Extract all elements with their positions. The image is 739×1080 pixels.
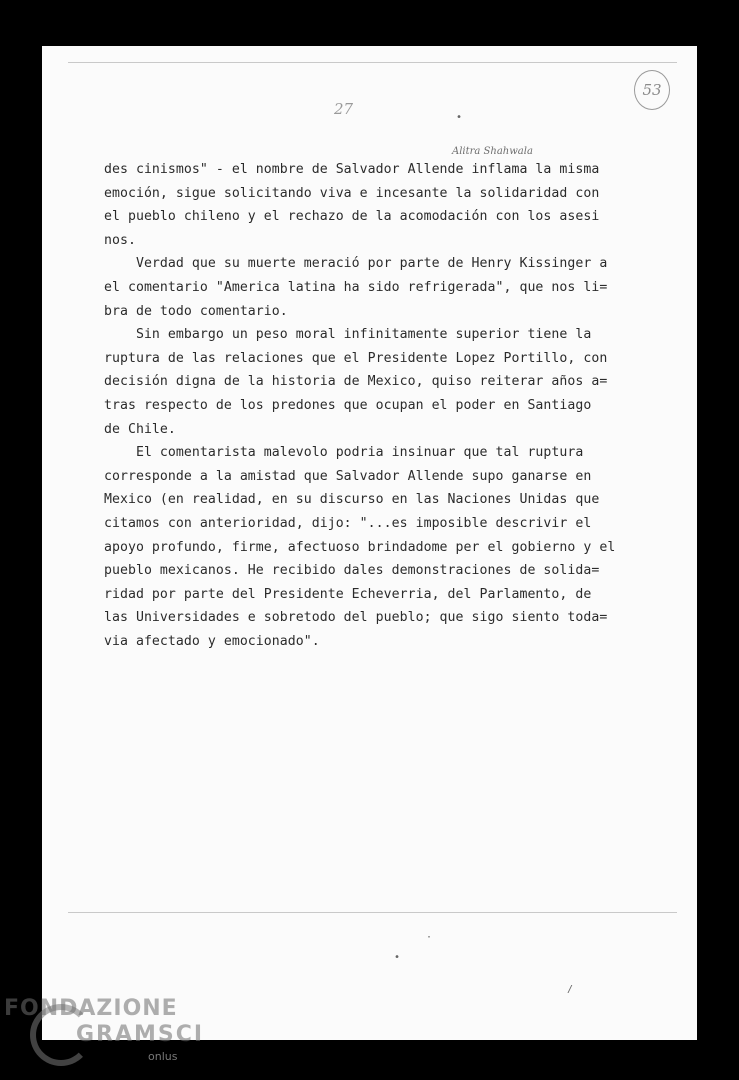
document-page	[42, 46, 697, 1040]
text-line: Sin embargo un peso moral infinitamente superior tiene la	[104, 327, 592, 343]
page-number: 27	[334, 100, 354, 118]
text-line: El comentarista malevolo podria insinuar que tal ruptura	[104, 445, 584, 461]
text-line: pueblo mexicanos. He recibido dales demonstraciones de solida=	[104, 563, 600, 579]
text-line: decisión digna de la historia de Mexico, quiso reiterar años a=	[104, 374, 608, 390]
handwritten-annotation: Alitra Shahwala	[452, 146, 533, 157]
text-line: las Universidades e sobretodo del pueblo; que sigo siento toda=	[104, 610, 608, 626]
text-line: ridad por parte del Presidente Echeverria, del Parlamento, de	[104, 586, 592, 602]
text-line: de Chile.	[104, 421, 176, 437]
text-line: via afectado y emocionado".	[104, 633, 320, 649]
ink-dot: •	[456, 112, 463, 123]
text-line: bra de todo comentario.	[104, 303, 288, 319]
text-line: tras respecto de los predones que ocupan el poder en Santiago	[104, 397, 592, 413]
top-rule	[68, 62, 677, 63]
text-line: emoción, sigue solicitando viva e incesante la solidaridad con	[104, 185, 600, 201]
text-line: corresponde a la amistad que Salvador Allende supo ganarse en	[104, 468, 592, 484]
text-line: Mexico (en realidad, en su discurso en las Naciones Unidas que	[104, 492, 600, 508]
watermark-line3: onlus	[148, 1050, 178, 1063]
typewritten-body	[104, 158, 694, 653]
archive-stamp	[634, 70, 670, 110]
text-line: el pueblo chileno y el rechazo de la acomodación con los asesi	[104, 209, 600, 225]
text-line: citamos con anterioridad, dijo: "...es imposible descrivir el	[104, 515, 592, 531]
text-line: ruptura de las relaciones que el Presidente Lopez Portillo, con	[104, 350, 608, 366]
text-line: apoyo profundo, firme, afectuoso brindadome per el gobierno y el	[104, 539, 616, 555]
watermark-line1: FONDAZIONE	[4, 996, 178, 1021]
text-line: el comentario "America latina ha sido refrigerada", que nos li=	[104, 279, 608, 295]
text-line: nos.	[104, 232, 136, 248]
ink-dot: ·	[426, 932, 433, 943]
watermark-line2: GRAMSCI	[76, 1022, 205, 1047]
archive-number: 53	[642, 81, 662, 99]
pencil-mark: /	[567, 984, 574, 995]
ink-dot: •	[394, 952, 401, 963]
text-line: Verdad que su muerte meració por parte de Henry Kissinger a	[104, 256, 608, 272]
bottom-rule	[68, 912, 677, 913]
text-line: des cinismos" - el nombre de Salvador Allende inflama la misma	[104, 162, 600, 177]
fondazione-gramsci-watermark	[0, 994, 205, 1080]
